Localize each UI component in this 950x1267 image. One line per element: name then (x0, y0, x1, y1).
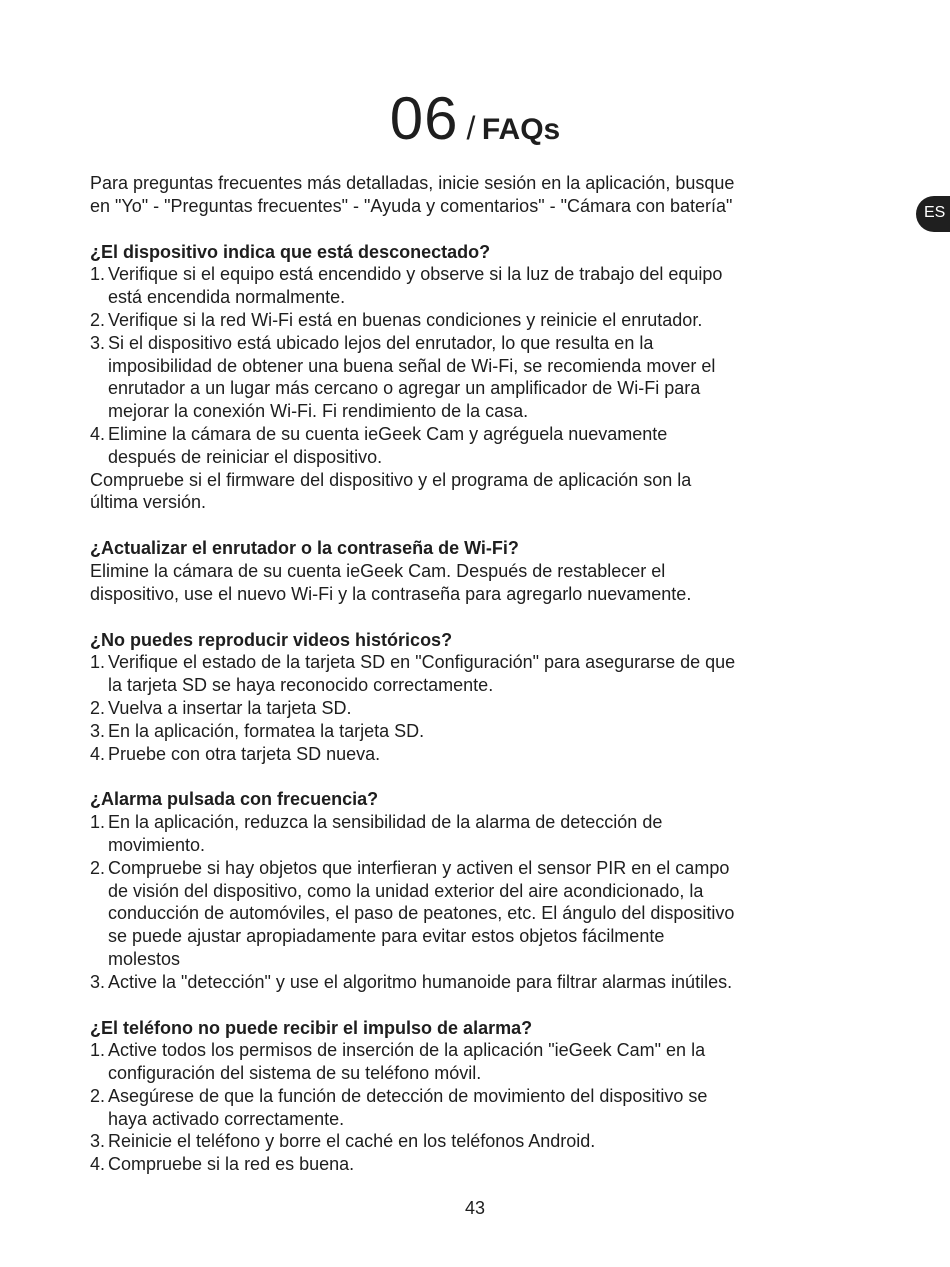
faq-question: ¿El dispositivo indica que está desconectado? (90, 241, 491, 262)
item-line: Si el dispositivo está ubicado lejos del enrutador, lo que resulta en la (108, 332, 654, 353)
item-number: 1. (90, 812, 106, 833)
item-number: 1. (90, 264, 106, 285)
faq-question: ¿Alarma pulsada con frecuencia? (90, 789, 379, 810)
list-item (90, 811, 880, 857)
item-line: conducción de automóviles, el paso de peatones, etc. El ángulo del dispositivo (108, 903, 735, 924)
faq-note: última versión. (90, 492, 207, 513)
item-line: En la aplicación, formatea la tarjeta SD. (108, 720, 425, 741)
list-item (90, 263, 880, 309)
faq-answer: Elimine la cámara de su cuenta ieGeek Cam. Después de restablecer el (90, 560, 666, 581)
item-number: 2. (90, 1085, 106, 1106)
item-line: haya activado correctamente. (108, 1108, 345, 1129)
list-item (90, 1039, 880, 1085)
language-tab-label: ES (924, 204, 946, 221)
item-line: Verifique el estado de la tarjeta SD en "Configuración" para asegurarse de que (108, 652, 736, 673)
title-separator: / (466, 110, 476, 146)
item-number: 3. (90, 971, 106, 992)
item-number: 4. (90, 1154, 106, 1175)
page-number: 43 (464, 1198, 486, 1218)
item-number: 2. (90, 857, 106, 878)
item-number: 1. (90, 652, 106, 673)
faq-answer: dispositivo, use el nuevo Wi-Fi y la contraseña para agregarlo nuevamente. (90, 583, 692, 604)
list-item (90, 423, 880, 469)
item-number: 3. (90, 720, 106, 741)
item-line: Verifique si la red Wi-Fi está en buenas condiciones y reinicie el enrutador. (108, 309, 703, 330)
list-item (90, 332, 880, 423)
item-line: después de reiniciar el dispositivo. (108, 446, 383, 467)
item-line: Active todos los permisos de inserción de la aplicación "ieGeek Cam" en la (108, 1040, 706, 1061)
item-number: 2. (90, 697, 106, 718)
item-line: configuración del sistema de su teléfono móvil. (108, 1063, 482, 1084)
list-item (90, 720, 880, 743)
list-item (90, 651, 880, 697)
item-number: 4. (90, 423, 106, 444)
item-line: Verifique si el equipo está encendido y observe si la luz de trabajo del equipo (108, 264, 723, 285)
list-item (90, 1130, 880, 1153)
list-item (90, 857, 880, 971)
page-title (0, 84, 950, 153)
list-item (90, 1153, 880, 1176)
item-line: Reinicie el teléfono y borre el caché en los teléfonos Android. (108, 1131, 596, 1152)
item-line: la tarjeta SD se haya reconocido correctamente. (108, 675, 494, 696)
item-line: Elimine la cámara de su cuenta ieGeek Cam y agréguela nuevamente (108, 423, 668, 444)
item-number: 3. (90, 1131, 106, 1152)
list-item (90, 1085, 880, 1131)
item-line: Compruebe si hay objetos que interfieran y activen el sensor PIR en el campo (108, 857, 730, 878)
list-item (90, 697, 880, 720)
faq-note: Compruebe si el firmware del dispositivo y el programa de aplicación son la (90, 469, 692, 490)
item-line: Active la "detección" y use el algoritmo humanoide para filtrar alarmas inútiles. (108, 971, 733, 992)
item-line: mejorar la conexión Wi-Fi. Fi rendimiento de la casa. (108, 401, 529, 422)
list-item (90, 309, 880, 332)
faq-question: ¿No puedes reproducir videos históricos? (90, 629, 453, 650)
faq-question: ¿El teléfono no puede recibir el impulso de alarma? (90, 1017, 533, 1038)
item-number: 4. (90, 743, 106, 764)
item-line: enrutador a un lugar más cercano o agregar un amplificador de Wi-Fi para (108, 378, 701, 399)
item-line: está encendida normalmente. (108, 287, 346, 308)
faq-content (90, 172, 880, 1176)
item-line: Asegúrese de que la función de detección de movimiento del dispositivo se (108, 1085, 708, 1106)
item-line: Compruebe si la red es buena. (108, 1154, 355, 1175)
item-number: 2. (90, 309, 106, 330)
intro-line: Para preguntas frecuentes más detalladas, inicie sesión en la aplicación, busque (90, 173, 735, 193)
item-line: Vuelva a insertar la tarjeta SD. (108, 697, 352, 718)
item-number: 3. (90, 332, 106, 353)
item-line: En la aplicación, reduzca la sensibilidad de la alarma de detección de (108, 812, 663, 833)
language-tab (916, 196, 950, 232)
item-line: movimiento. (108, 834, 206, 855)
item-line: imposibilidad de obtener una buena señal de Wi-Fi, se recomienda mover el (108, 355, 716, 376)
item-line: Pruebe con otra tarjeta SD nueva. (108, 743, 381, 764)
item-line: se puede ajustar apropiadamente para evitar estos objetos fácilmente (108, 926, 665, 947)
section-title: FAQs (481, 113, 561, 146)
intro-line: en "Yo" - "Preguntas frecuentes" - "Ayuda y comentarios" - "Cámara con batería" (90, 195, 733, 216)
item-number: 1. (90, 1040, 106, 1061)
item-line: molestos (108, 948, 181, 969)
list-item (90, 743, 880, 766)
section-number: 06 (389, 85, 459, 152)
faq-question: ¿Actualizar el enrutador o la contraseña de Wi-Fi? (90, 538, 519, 559)
list-item (90, 971, 880, 994)
item-line: de visión del dispositivo, como la unidad exterior del aire acondicionado, la (108, 880, 704, 901)
